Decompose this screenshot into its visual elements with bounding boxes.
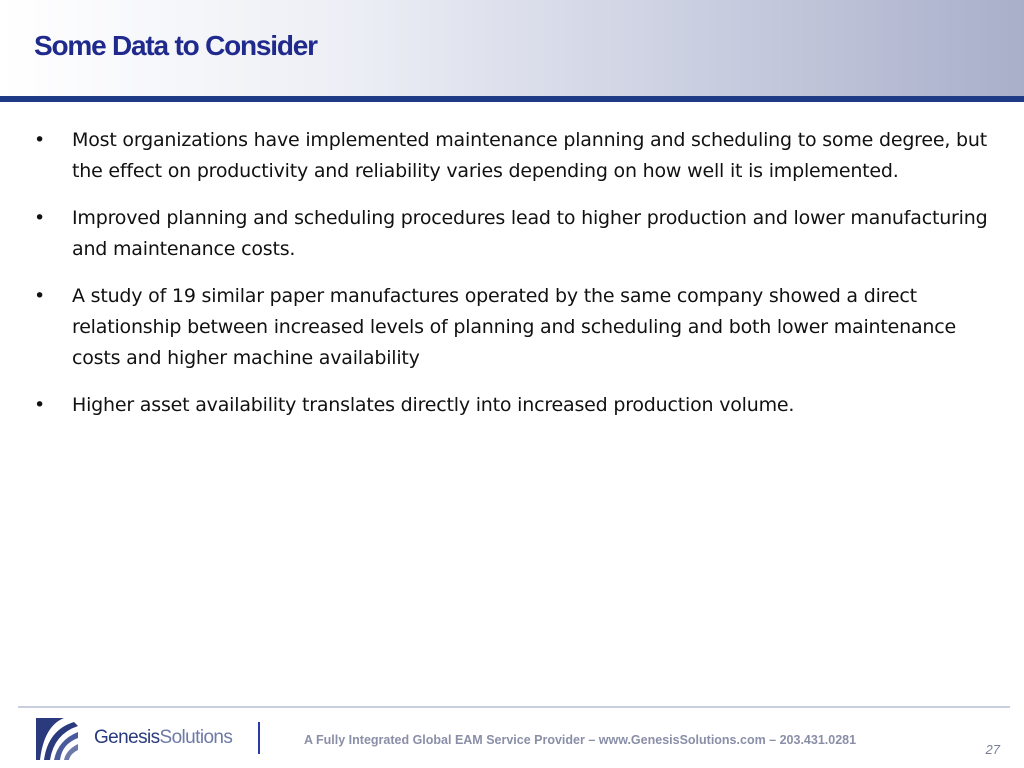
logo-divider [258, 722, 260, 754]
page-number: 27 [985, 742, 1000, 757]
footer-divider [18, 706, 1010, 708]
genesis-waves-logo-icon [34, 716, 80, 762]
logo-name-secondary: Solutions [159, 727, 233, 748]
bullet-marker: • [34, 394, 46, 416]
bullet-text: A study of 19 similar paper manufactures operated by the same company showed a direct relationship between increased levels of planning and scheduling and both lower maintenance costs and higher machine availability [72, 285, 956, 369]
footer-tagline: A Fully Integrated Global EAM Service Provider – www.GenesisSolutions.com – 203.431.0281 [304, 733, 857, 747]
logo-name-main: Genesis [94, 727, 160, 748]
company-logo-text [94, 727, 232, 749]
bullet-marker: • [34, 129, 46, 151]
bullet-text: Higher asset availability translates directly into increased production volume. [72, 394, 795, 416]
bullet-marker: • [34, 285, 46, 307]
bullet-item [34, 390, 994, 421]
bullet-item [34, 203, 994, 265]
bullet-item [34, 281, 994, 374]
bullet-list [34, 125, 994, 437]
bullet-item [34, 125, 994, 187]
header-divider [0, 96, 1024, 102]
bullet-marker: • [34, 207, 46, 229]
bullet-text: Improved planning and scheduling procedures lead to higher production and lower manufacturing and maintenance costs. [72, 207, 988, 260]
slide-title: Some Data to Consider [34, 30, 317, 61]
bullet-text: Most organizations have implemented maintenance planning and scheduling to some degree, but the effect on productivity and reliability varies depending on how well it is implemented. [72, 129, 987, 182]
